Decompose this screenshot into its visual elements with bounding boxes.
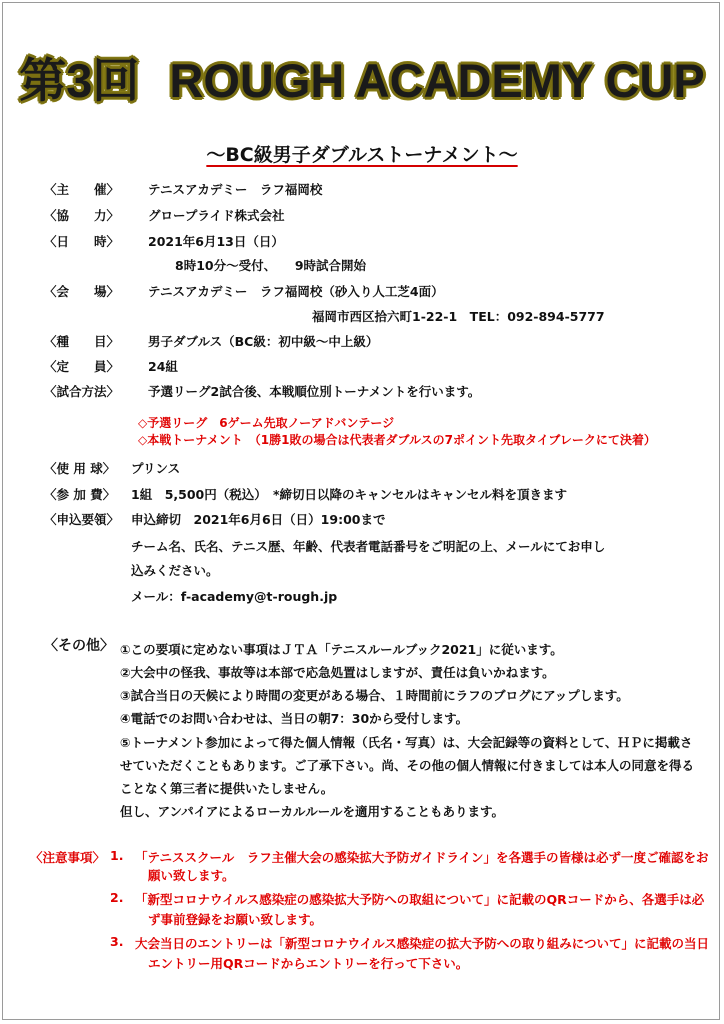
info-label: 〈定 員〉 (44, 359, 120, 374)
info-value: 予選リーグ2試合後、本戦順位別トーナメントを行います。 (148, 384, 481, 399)
info-value: プリンス (131, 461, 181, 476)
caution-number: 3. (110, 934, 124, 949)
info-label: 〈協 力〉 (44, 208, 120, 223)
info-label: 〈試合方法〉 (44, 384, 120, 399)
other-line: 但し、アンパイアによるローカルルールを適用することもあります。 (120, 804, 504, 819)
page-subtitle: ～BC級男子ダブルストーナメント～ (206, 144, 518, 166)
other-line: ②大会中の怪我、事故等は本部で応急処置はしますが、責任は負いかねます。 (120, 665, 555, 680)
other-line: ①この要項に定めない事項はＪＴＡ「テニスルールブック2021」に従います。 (120, 642, 563, 657)
info-label: 〈主 催〉 (44, 182, 120, 197)
other-line: ④電話でのお問い合わせは、当日の朝7：30から受付します。 (120, 711, 469, 726)
info-label: 〈会 場〉 (44, 284, 120, 299)
format-note-tournament: ◇本戦トーナメント （1勝1敗の場合は代表者ダブルスの7ポイント先取タイブレークにて決着） (138, 433, 656, 447)
info-value: 男子ダブルス（BC級：初中級～中上級） (148, 334, 379, 349)
caution-text: ず事前登録をお願い致します。 (148, 912, 323, 927)
title-cup-name: ROUGH ACADEMY CUP (169, 54, 705, 107)
caution-text: 「新型コロナウイルス感染症の感染拡大予防への取組について」に記載のQRコードから、各選手は必 (135, 892, 705, 907)
other-line: ⑤トーナメント参加によって得た個人情報（氏名・写真）は、大会記録等の資料として、ＨＰに掲載さ (120, 735, 693, 750)
info-value: テニスアカデミー ラフ福岡校（砂入り人工芝4面） (148, 284, 444, 299)
caution-text: 願い致します。 (148, 868, 235, 883)
info-label: 〈申込要領〉 (44, 512, 120, 527)
other-line: ③試合当日の天候により時間の変更がある場合、１時間前にラフのブログにアップします。 (120, 688, 629, 703)
info-value: 8時10分～受付、 9時試合開始 (175, 258, 367, 273)
title-edition: 第3回 (19, 54, 140, 107)
info-label: 〈種 目〉 (44, 334, 120, 349)
info-value: 2021年6月13日（日） (148, 234, 284, 249)
info-value: 1組 5,500円（税込） *締切日以降のキャンセルはキャンセル料を頂きます (131, 487, 568, 502)
info-value: 24組 (148, 359, 178, 374)
page-title (0, 44, 724, 111)
info-value: 福岡市西区拾六町1-22-1 TEL：092-894-5777 (312, 309, 605, 324)
format-note-league: ◇予選リーグ 6ゲーム先取ノーアドバンテージ (138, 416, 395, 430)
caution-text: エントリー用QRコードからエントリーを行って下さい。 (148, 956, 469, 971)
info-label: 〈日 時〉 (44, 234, 120, 249)
caution-number: 2. (110, 890, 124, 905)
info-label: 〈使 用 球〉 (44, 461, 116, 476)
other-line: せていただくこともあります。ご了承下さい。尚、その他の個人情報に付きましては本人の同意を得る (120, 758, 695, 773)
info-value: テニスアカデミー ラフ福岡校 (148, 182, 323, 197)
caution-number: 1. (110, 848, 124, 863)
caution-text: 「テニススクール ラフ主催大会の感染拡大予防ガイドライン」を各選手の皆様は必ず一度ご確認をお (135, 850, 709, 865)
caution-text: 大会当日のエントリーは「新型コロナウイルス感染症の拡大予防への取り組みについて」に記載の当日 (135, 936, 710, 951)
other-label: 〈その他〉 (44, 638, 114, 654)
info-value: 申込締切 2021年6月6日（日）19:00まで (131, 512, 386, 527)
other-line: ことなく第三者に提供いたしません。 (120, 781, 334, 796)
caution-label: 〈注意事項〉 (30, 850, 106, 865)
info-label: 〈参 加 費〉 (44, 487, 116, 502)
info-value: グロープライド株式会社 (148, 208, 285, 223)
